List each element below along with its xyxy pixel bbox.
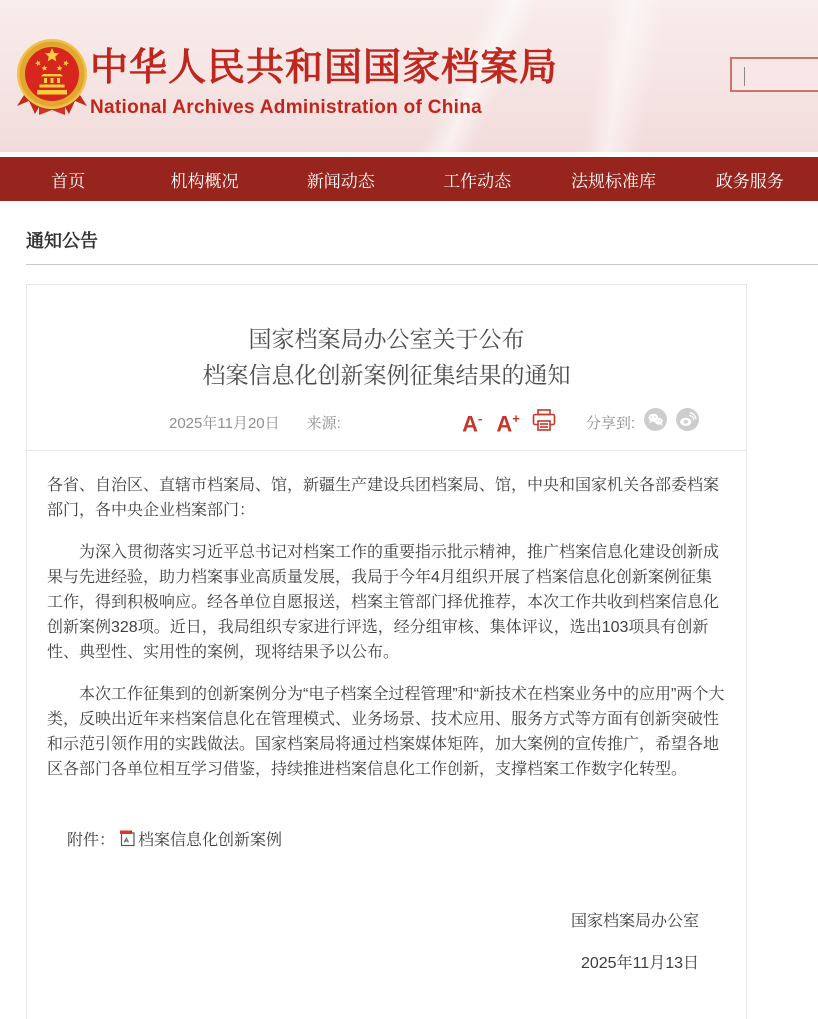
signature-block [47, 908, 726, 973]
share-wechat-button[interactable] [644, 408, 667, 436]
paragraph-body-2: 本次工作征集到的创新案例分为“电子档案全过程管理”和“新技术在档案业务中的应用”两个大类，反映出近年来档案信息化在管理模式、业务场景、技术应用、服务方式等方面有创新突破性和示范引领作用的实践做法。国家档案局将通过档案媒体矩阵，加大案例的宣传推广，希望各地区各部门各单位相互学习借鉴，持续推进档案信息化工作创新，支撑档案工作数字化转型。 [47, 686, 725, 778]
nav-item-work[interactable]: 工作动态 [443, 171, 512, 191]
attachment-row [67, 827, 726, 850]
nav-item-home[interactable]: 首页 [51, 171, 86, 191]
national-emblem-icon [14, 109, 90, 126]
attachment-link[interactable]: 档案信息化创新案例 [138, 832, 283, 849]
main-nav [0, 157, 818, 201]
wechat-icon [644, 408, 667, 436]
font-increase-button[interactable]: A+ [496, 411, 520, 437]
article-title-line2: 档案信息化创新案例征集结果的通知 [202, 362, 571, 388]
article-title-line1: 国家档案局办公室关于公布 [248, 326, 525, 352]
article-card [26, 284, 747, 1019]
publish-date: 2025年11月20日 [169, 414, 280, 432]
nav-item-organization[interactable]: 机构概况 [170, 171, 239, 191]
share-weibo-button[interactable] [676, 408, 699, 436]
paragraph-salutation: 各省、自治区、直辖市档案局、馆，新疆生产建设兵团档案局、馆，中央和国家机关各部委档案部门，各中央企业档案部门： [47, 477, 720, 519]
share-label: 分享到: [585, 414, 635, 432]
section-divider [26, 264, 818, 265]
signature-org: 国家档案局办公室 [570, 913, 699, 930]
print-button[interactable] [532, 409, 556, 436]
section-title: 通知公告 [26, 231, 98, 251]
signature-date: 2025年11月13日 [580, 955, 699, 972]
nav-item-regulations[interactable]: 法规标准库 [570, 171, 656, 191]
text-caret [744, 67, 745, 86]
paragraph-body-1: 为深入贯彻落实习近平总书记对档案工作的重要指示批示精神，推广档案信息化建设创新成果与先进经验，助力档案事业高质量发展，我局于今年4月组织开展了档案信息化创新案例征集工作，得到积极响应。经各单位自愿报送，档案主管部门择优推荐，本次工作共收到档案信息化创新案例328项。近日，我局组织专家进行评选，经分组审核、集体评议，选出103项具有创新性、典型性、实用性的案例，现将结果予以公布。 [47, 544, 720, 661]
font-decrease-button[interactable]: A- [462, 411, 483, 437]
article-body [47, 451, 726, 782]
site-title-en: National Archives Administration of China [90, 97, 482, 118]
printer-icon [532, 409, 556, 436]
nav-item-services[interactable]: 政务服务 [715, 171, 784, 191]
weibo-icon [676, 408, 699, 436]
nav-item-news[interactable]: 新闻动态 [306, 171, 375, 191]
search-box[interactable] [730, 57, 818, 92]
source-label: 来源: [306, 414, 341, 432]
pdf-file-icon [119, 829, 136, 847]
article-title [47, 321, 726, 393]
site-header [0, 0, 818, 152]
site-title-zh: 中华人民共和国国家档案局 [90, 47, 559, 89]
article-meta [47, 408, 726, 436]
article-toolbar [448, 408, 699, 436]
site-titles [90, 46, 558, 119]
national-emblem-logo[interactable] [14, 36, 90, 122]
attachment-label: 附件： [67, 832, 116, 849]
